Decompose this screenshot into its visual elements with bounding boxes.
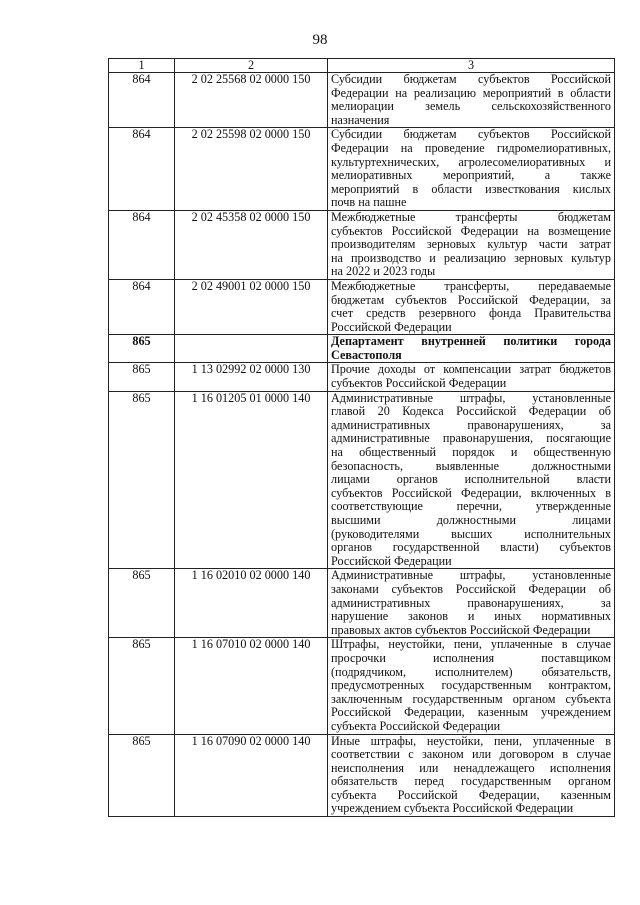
revenue-name-cell xyxy=(328,128,615,211)
table-row xyxy=(109,210,615,279)
admin-code-cell: 864 xyxy=(109,210,175,279)
revenue-name-line: предусмотренных государственным контрактом, xyxy=(331,679,611,693)
admin-code-cell: 865 xyxy=(109,569,175,638)
revenue-name-line: субъекта Российской Федерации xyxy=(331,719,501,733)
revenue-name-cell xyxy=(328,734,615,817)
revenue-name-line: производителям зерновых культур части затрат xyxy=(331,238,611,252)
revenue-name-line: просрочки исполнения поставщиком xyxy=(331,651,611,665)
revenue-name-line: на общественный порядок и общественную xyxy=(331,446,611,460)
table-row xyxy=(109,363,615,391)
revenue-code-cell xyxy=(175,335,328,363)
revenue-name-line: на 2022 и 2023 годы xyxy=(331,265,436,279)
revenue-name-line: Субсидии бюджетам субъектов Российской xyxy=(331,128,611,142)
table-row xyxy=(109,279,615,334)
revenue-name-line: (руководителями высших исполнительных xyxy=(331,527,611,541)
table-row xyxy=(109,638,615,734)
revenue-name-line: почв на пашне xyxy=(331,196,407,210)
revenue-name-line: Штрафы, неустойки, пени, уплаченные в случае xyxy=(331,638,611,652)
revenue-name-line: административные правонарушения, посягающие xyxy=(331,432,611,446)
revenue-code-cell: 2 02 25598 02 0000 150 xyxy=(175,128,328,211)
revenue-name-line: Российской Федерации xyxy=(331,554,452,568)
admin-code-cell: 865 xyxy=(109,335,175,363)
budget-classification-table xyxy=(108,58,615,817)
revenue-code-cell: 1 13 02992 02 0000 130 xyxy=(175,363,328,391)
revenue-name-cell xyxy=(328,363,615,391)
revenue-name-line: учреждением субъекта Российской Федерации xyxy=(331,802,574,816)
table-row xyxy=(109,734,615,817)
revenue-code-cell: 1 16 07090 02 0000 140 xyxy=(175,734,328,817)
table-row-department-heading xyxy=(109,335,615,363)
revenue-name-line: (подрядчиком, исполнителем) обязательств, xyxy=(331,665,611,679)
revenue-name-line: мелиорации земель сельскохозяйственного xyxy=(331,100,611,114)
revenue-code-cell: 2 02 45358 02 0000 150 xyxy=(175,210,328,279)
table-row xyxy=(109,569,615,638)
revenue-name-cell xyxy=(328,279,615,334)
revenue-name-line: неисполнения или ненадлежащего исполнения xyxy=(331,761,611,775)
revenue-name-line: счет средств резервного фонда Правительства xyxy=(331,307,611,321)
admin-code-cell: 864 xyxy=(109,279,175,334)
revenue-name-line: органов государственной власти) субъектов xyxy=(331,541,611,555)
revenue-name-line: соответствующие перечни, утвержденные xyxy=(331,500,611,514)
revenue-name-line: Российской Федерации, казенным учреждением xyxy=(331,706,611,720)
revenue-name-line: соответствии с законом или договором в случае xyxy=(331,748,611,762)
revenue-name-cell xyxy=(328,569,615,638)
revenue-name-line: административных правонарушениях, за xyxy=(331,418,611,432)
revenue-name-line: субъектов Российской Федерации xyxy=(331,377,507,391)
revenue-name-cell xyxy=(328,335,615,363)
column-header-2: 2 xyxy=(175,59,328,73)
revenue-name-line: Российской Федерации xyxy=(331,320,452,334)
revenue-name-line: культуртехнических, агролесомелиоративных и xyxy=(331,155,611,169)
revenue-name-line: Иные штрафы, неустойки, пени, уплаченные в xyxy=(331,734,611,748)
revenue-name-line: нарушение законов и иных нормативных xyxy=(331,610,611,624)
revenue-name-line: безопасность, выявленные должностными xyxy=(331,459,611,473)
admin-code-cell: 864 xyxy=(109,73,175,128)
revenue-name-line: правовых актов субъектов Российской Федерации xyxy=(331,623,591,637)
revenue-name-line: законами субъектов Российской Федерации об xyxy=(331,582,611,596)
admin-code-cell: 865 xyxy=(109,363,175,391)
revenue-name-line: Федерации на реализацию мероприятий в области xyxy=(331,86,611,100)
revenue-name-line: высшими должностными лицами xyxy=(331,514,611,527)
revenue-code-cell: 2 02 25568 02 0000 150 xyxy=(175,73,328,128)
revenue-code-cell: 1 16 02010 02 0000 140 xyxy=(175,569,328,638)
revenue-name-line: мероприятий в области известкования кислых xyxy=(331,182,611,196)
admin-code-cell: 865 xyxy=(109,391,175,569)
column-header-3: 3 xyxy=(328,59,615,73)
revenue-name-line: субъекта Российской Федерации, казенным xyxy=(331,788,611,802)
admin-code-cell: 864 xyxy=(109,128,175,211)
revenue-name-line: Департамент внутренней политики города xyxy=(331,335,611,349)
revenue-name-line: Федерации на проведение гидромелиоративных, xyxy=(331,141,611,155)
revenue-name-line: мелиоративных мероприятий, а также xyxy=(331,169,611,183)
table-row xyxy=(109,128,615,211)
revenue-name-line: Прочие доходы от компенсации затрат бюджетов xyxy=(331,363,611,377)
revenue-name-line: административных правонарушениях, за xyxy=(331,596,611,610)
revenue-name-line: лицами органов исполнительной власти xyxy=(331,473,611,487)
revenue-name-line: Административные штрафы, установленные xyxy=(331,569,611,583)
revenue-name-line: субъектов Российской Федерации на возмещение xyxy=(331,224,611,238)
revenue-name-line: бюджетам субъектов Российской Федерации, за xyxy=(331,293,611,307)
revenue-name-cell xyxy=(328,73,615,128)
admin-code-cell: 865 xyxy=(109,734,175,817)
revenue-name-line: на производство и реализацию зерновых культур xyxy=(331,251,611,265)
revenue-name-line: Административные штрафы, установленные xyxy=(331,391,611,405)
revenue-name-line: заключенным государственным органом субъекта xyxy=(331,692,611,706)
column-header-1: 1 xyxy=(109,59,175,73)
revenue-name-line: Субсидии бюджетам субъектов Российской xyxy=(331,73,611,86)
revenue-name-cell xyxy=(328,638,615,734)
revenue-code-cell: 1 16 07010 02 0000 140 xyxy=(175,638,328,734)
table-row xyxy=(109,73,615,128)
revenue-code-cell: 1 16 01205 01 0000 140 xyxy=(175,391,328,569)
revenue-name-cell xyxy=(328,210,615,279)
revenue-name-cell xyxy=(328,391,615,569)
revenue-code-cell: 2 02 49001 02 0000 150 xyxy=(175,279,328,334)
table-header-row xyxy=(109,59,615,73)
admin-code-cell: 865 xyxy=(109,638,175,734)
revenue-name-line: Севастополя xyxy=(331,348,402,362)
revenue-name-line: Межбюджетные трансферты, передаваемые xyxy=(331,279,611,293)
table-row xyxy=(109,391,615,569)
revenue-name-line: обязательств перед государственным органом xyxy=(331,775,611,789)
revenue-name-line: назначения xyxy=(331,113,390,127)
page-number: 98 xyxy=(312,32,328,48)
revenue-name-line: главой 20 Кодекса Российской Федерации об xyxy=(331,405,611,419)
revenue-name-line: субъектов Российской Федерации, включенных в xyxy=(331,486,611,500)
revenue-name-line: Межбюджетные трансферты бюджетам xyxy=(331,210,611,224)
